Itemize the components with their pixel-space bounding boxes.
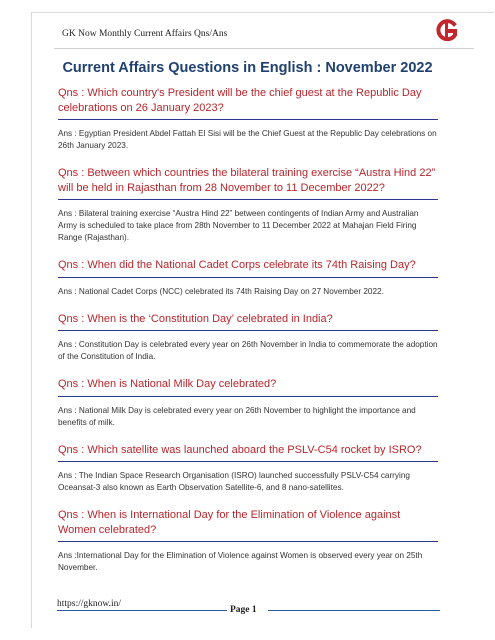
question-text: Qns : When did the National Cadet Corps celebrate its 74th Raising Day? [58,258,438,278]
answer-text: Ans : The Indian Space Research Organisation (ISRO) launched successfully PSLV-C54 carrying Oceansat-3 also known as Earth Observation Satellite-6, and 8 nano-satellites. [58,471,410,492]
qa-item [58,86,438,152]
footer-link[interactable]: https://gknow.in/ [57,599,122,609]
answer-text: Ans : Egyptian President Abdel Fattah El Sisi will be the Chief Guest at the Republic Day celebrations on 26th January 2023. [58,129,437,150]
footer-divider-right [268,610,440,611]
question-text: Qns : Which country's President will be the chief guest at the Republic Day celebrations on 26 January 2023? [58,86,438,120]
header-title: GK Now Monthly Current Affairs Qns/Ans [62,29,228,39]
answer-text: Ans :International Day for the Elimination of Violence against Women is observed every year on 25th November. [58,551,423,572]
qa-item [58,312,438,364]
answer-text: Ans : National Cadet Corps (NCC) celebrated its 74th Raising Day on 27 November 2022. [58,286,384,296]
answer-text: Ans : National Milk Day is celebrated every year on 26th November to highlight the importance and benefits of milk. [58,405,416,427]
question-text: Qns : Which satellite was launched aboard the PSLV-C54 rocket by ISRO? [58,443,438,463]
qa-item [58,258,438,298]
gknow-logo-icon [434,18,460,44]
qa-item [58,377,438,429]
qa-item [58,508,438,574]
answer-text: Ans : Bilateral training exercise “Austra Hind 22” between contingents of Indian Army and Australian Army is scheduled to take place from 28th November to 11 December 2022 at Mahajan Field Firing Range (Rajasthan). [58,209,419,242]
header-divider [54,48,474,49]
answer-text: Ans : Constitution Day is celebrated every year on 26th November in India to commemorate the adoption of the Constitution of India. [58,340,438,361]
qa-item [58,443,438,495]
qa-item [58,166,438,244]
question-text: Qns : Between which countries the bilateral training exercise “Austra Hind 22” will be held in Rajasthan from 28 November to 11 December 2022? [58,166,438,200]
footer-divider-left [57,610,227,611]
question-text: Qns : When is International Day for the Elimination of Violence against Women celebrated? [58,508,438,542]
question-text: Qns : When is National Milk Day celebrated? [58,377,438,397]
page-title: Current Affairs Questions in English : November 2022 [62,60,433,76]
question-text: Qns : When is the ‘Constitution Day’ celebrated in India? [58,312,438,332]
qa-list [58,86,438,574]
page-number: Page 1 [230,605,257,615]
